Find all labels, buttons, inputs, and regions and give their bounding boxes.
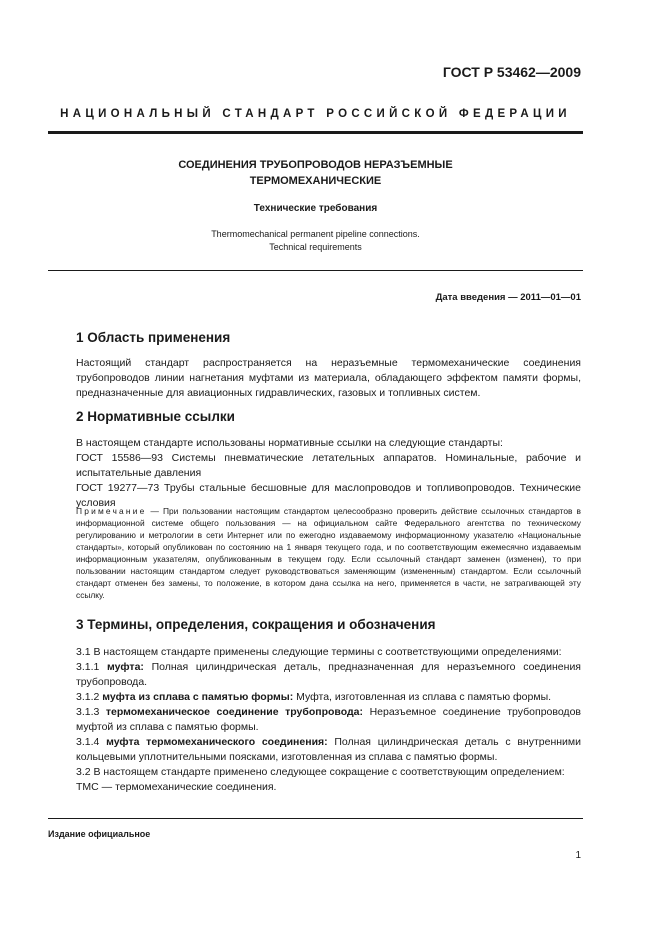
reference-gost-19277: ГОСТ 19277—73 Трубы стальные бесшовные для маслопроводов и топливопроводов. Технические условия xyxy=(76,482,581,509)
note-label: Примечание xyxy=(76,506,147,516)
official-edition-label: Издание официальное xyxy=(48,829,151,839)
introduction-date: Дата введения — 2011—01—01 xyxy=(435,292,581,303)
term-3-1-1 xyxy=(76,660,581,690)
term-name: муфта: xyxy=(107,661,144,673)
term-number: 3.1.2 xyxy=(76,691,103,703)
section-1-text xyxy=(76,356,581,401)
section-3-text xyxy=(76,645,581,795)
term-definition: Неразъемное соединение трубопроводов муфтой из сплава с памятью формы. xyxy=(76,706,581,733)
section-3-heading: 3 Термины, определения, сокращения и обозначения xyxy=(76,617,436,632)
reference-gost-15586: ГОСТ 15586—93 Системы пневматические летательных аппаратов. Номинальные, рабочие и испытательные давления xyxy=(76,452,581,479)
note-text: — При пользовании настоящим стандартом целесообразно проверить действие ссылочных стандартов в информационной системе общего пользования — на официальном сайте Федерального агентства по техническому регулированию и метрологии в сети Интернет или по ежегодно издаваемому информационному указателю «Национальные стандарты», который опубликован по состоянию на 1 января текущего года, и по соответствующим ежемесячно издаваемым информационным указателям, опубликованным в текущем году. Если ссылочный стандарт заменен (изменен), то при пользовании настоящим стандартом следует руководствоваться заменяющим (измененным) стандартом. Если ссылочный стандарт отменен без замены, то положение, в котором дана ссылка на него, применяется в части, не затрагивающей эту ссылку. xyxy=(76,506,581,600)
term-3-1-2 xyxy=(76,690,581,705)
term-number: 3.1.3 xyxy=(76,706,106,718)
english-title-line-1: Thermomechanical permanent pipeline connections. xyxy=(211,229,420,239)
standard-number: ГОСТ Р 53462—2009 xyxy=(442,64,581,80)
term-3-1-3 xyxy=(76,705,581,735)
section-2-intro: В настоящем стандарте использованы нормативные ссылки на следующие стандарты: xyxy=(76,437,503,449)
section-2-text xyxy=(76,436,581,511)
note-block xyxy=(76,505,581,601)
document-subtitle: Технические требования xyxy=(253,203,378,214)
term-definition: Муфта, изготовленная из сплава с памятью формы. xyxy=(293,691,552,703)
abbreviation-tms: ТМС — термомеханические соединения. xyxy=(76,781,277,793)
title-rule xyxy=(48,270,583,271)
term-number: 3.1.4 xyxy=(76,736,107,748)
section-1-heading: 1 Область применения xyxy=(76,330,231,345)
header-rule xyxy=(48,131,583,134)
note-paragraph xyxy=(76,505,581,601)
section-2-heading: 2 Нормативные ссылки xyxy=(76,409,235,424)
term-number: 3.1.1 xyxy=(76,661,108,673)
term-definition: Полная цилиндрическая деталь с внутренними кольцевыми уплотнительными поясками, изготовленная из сплава с памятью формы. xyxy=(76,736,581,763)
term-3-1-4 xyxy=(76,735,581,765)
english-title xyxy=(48,228,583,254)
clause-3-1: 3.1 В настоящем стандарте применены следующие термины с соответствующими определениями: xyxy=(76,646,562,658)
term-name: муфта термомеханического соединения: xyxy=(106,736,328,748)
term-name: термомеханическое соединение трубопровода: xyxy=(105,706,364,718)
term-name: муфта из сплава с памятью формы: xyxy=(102,691,294,703)
section-1-paragraph: Настоящий стандарт распространяется на неразъемные термомеханические соединения трубопроводов линии нагнетания муфтами из материала, обладающего эффектом памяти формы, предназначенные для авиационных гидравлических, газовых и топливных систем. xyxy=(76,357,581,399)
document-title xyxy=(48,157,583,189)
page-number: 1 xyxy=(575,850,581,861)
national-standard-banner: НАЦИОНАЛЬНЫЙ СТАНДАРТ РОССИЙСКОЙ ФЕДЕРАЦИИ xyxy=(60,108,571,120)
term-definition: Полная цилиндрическая деталь, предназначенная для неразъемного соединения трубопровода. xyxy=(76,661,581,688)
title-line-2: ТЕРМОМЕХАНИЧЕСКИЕ xyxy=(249,175,382,187)
english-title-line-2: Technical requirements xyxy=(269,242,362,252)
footer-rule xyxy=(48,818,583,819)
clause-3-2: 3.2 В настоящем стандарте применено следующее сокращение с соответствующим определением: xyxy=(76,766,565,778)
title-line-1: СОЕДИНЕНИЯ ТРУБОПРОВОДОВ НЕРАЗЪЕМНЫЕ xyxy=(178,159,453,171)
